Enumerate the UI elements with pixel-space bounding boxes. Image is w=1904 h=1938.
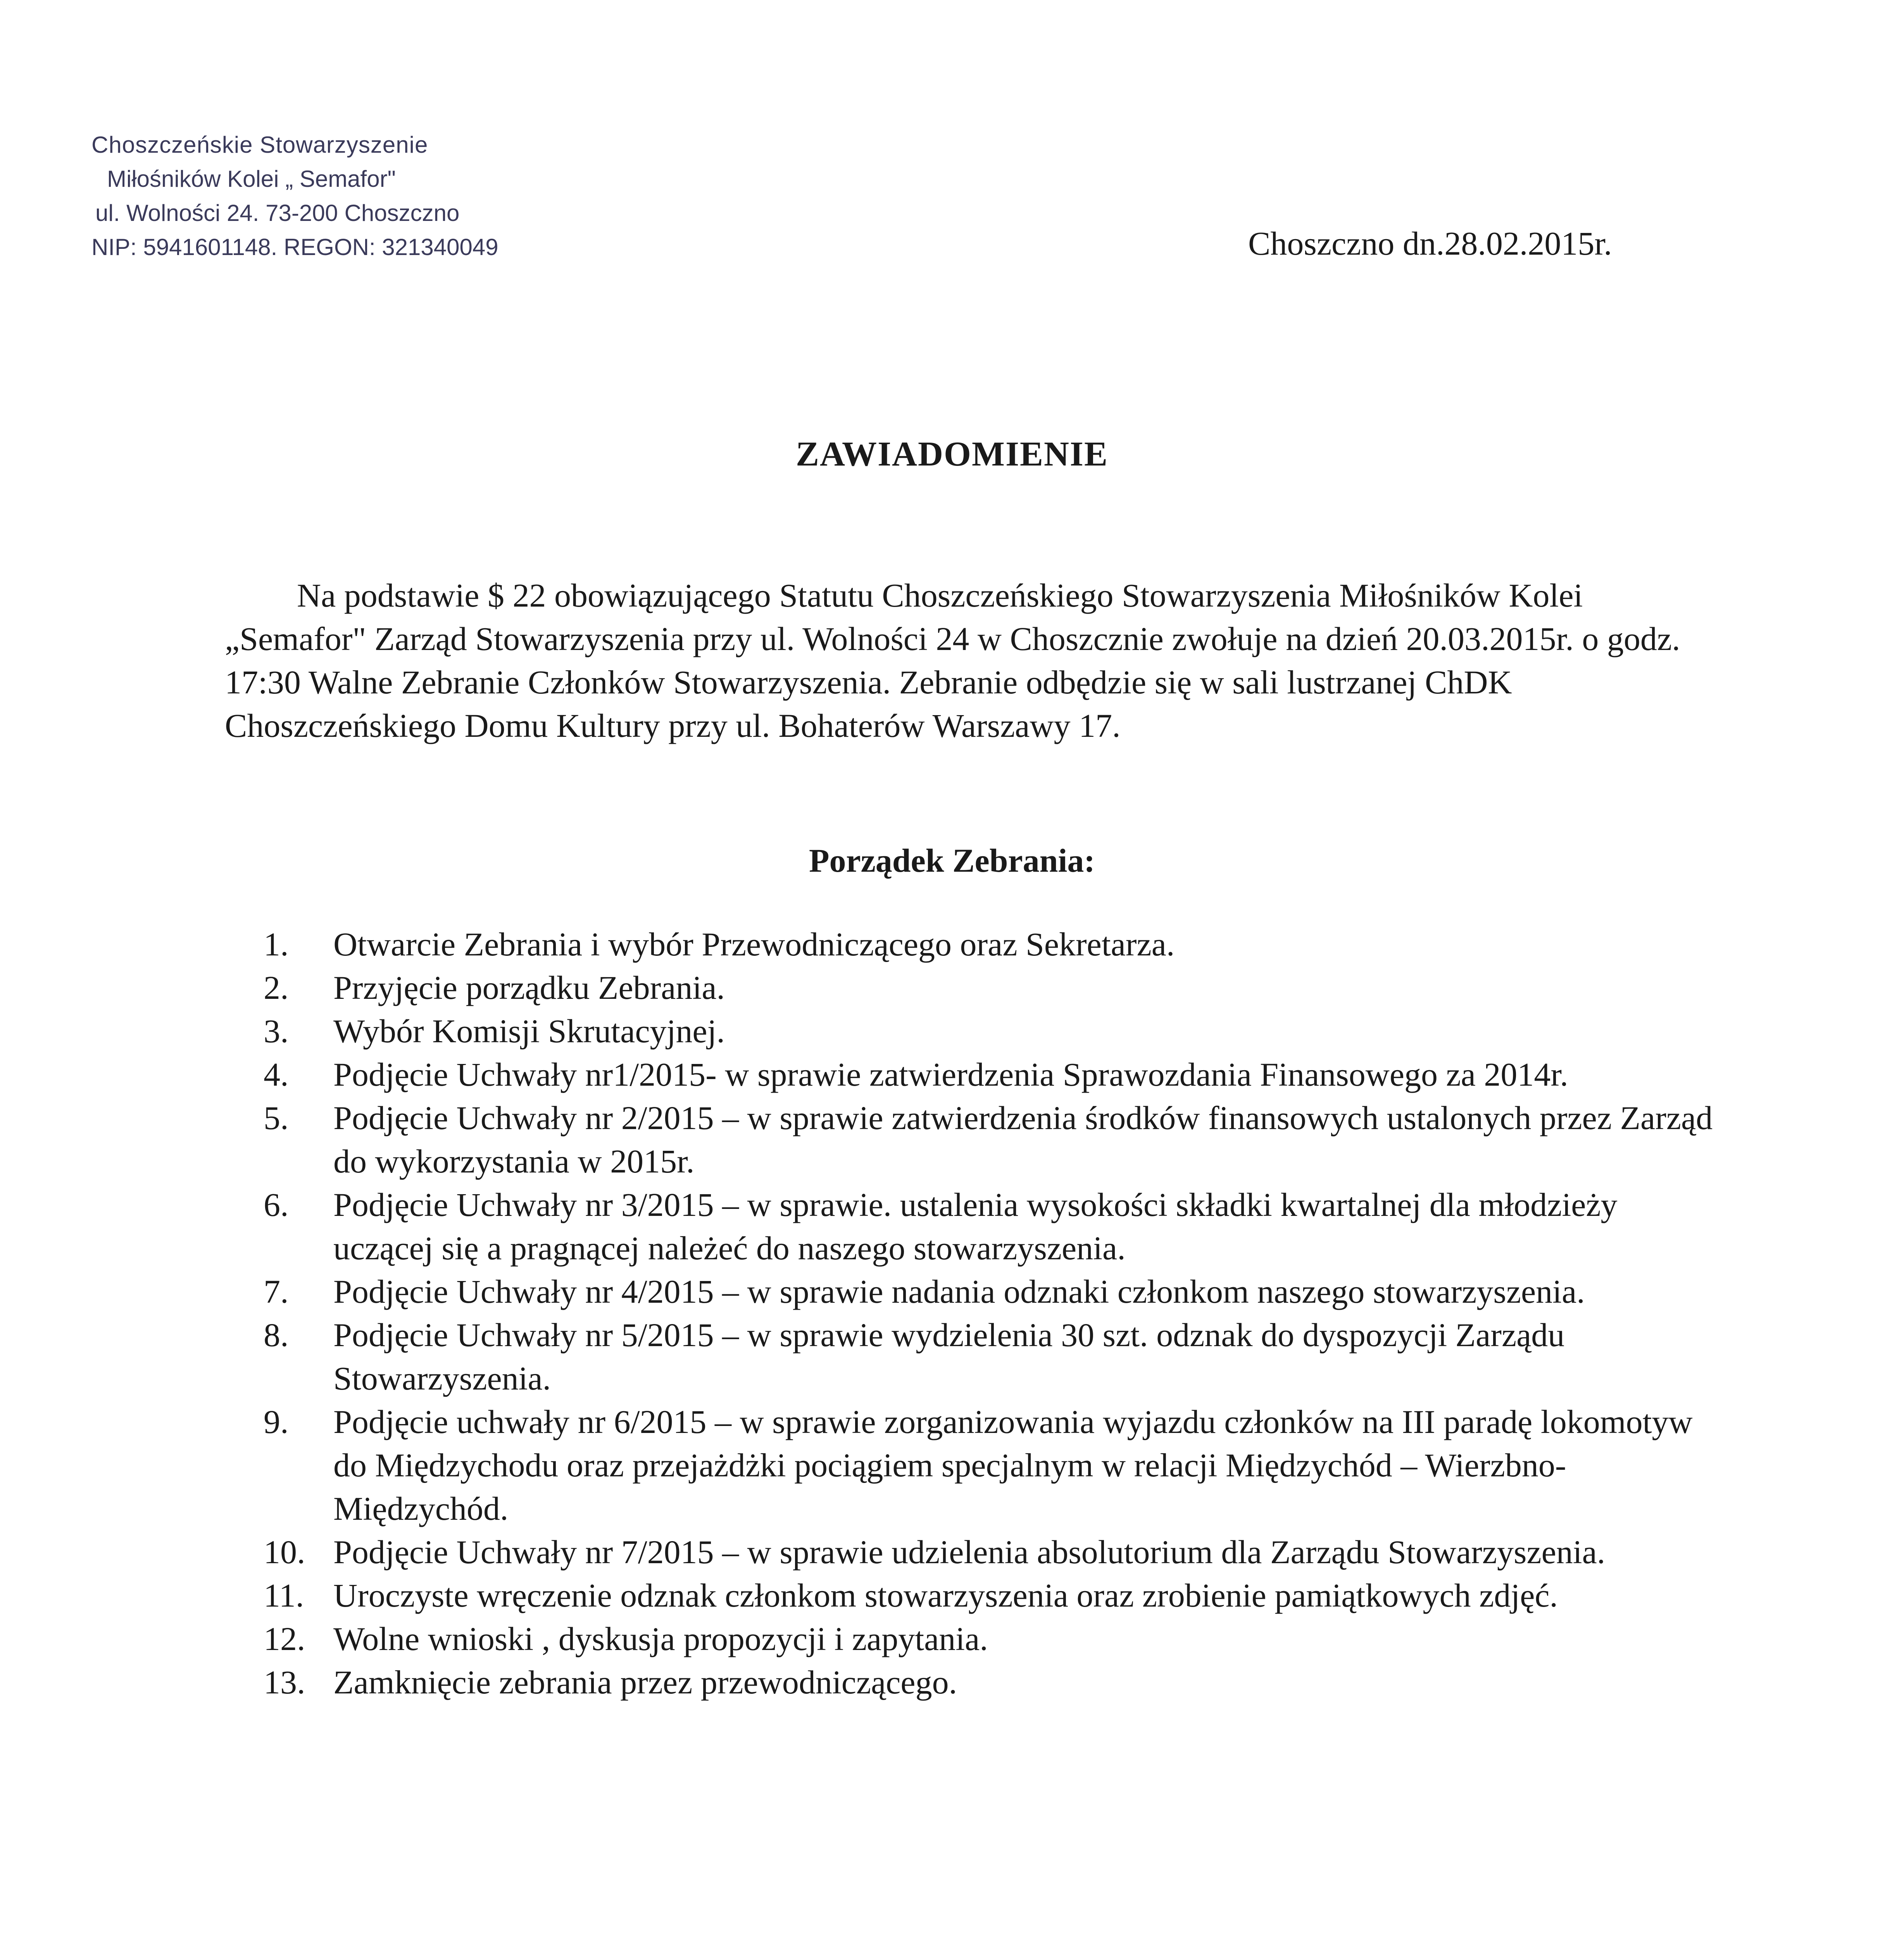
agenda-item-number: 2. [264, 969, 289, 1006]
agenda-item-text: Podjęcie Uchwały nr 4/2015 – w sprawie nadania odznaki członkom naszego stowarzyszenia. [333, 1273, 1585, 1310]
stamp-line-name: Miłośników Kolei „ Semafor" [107, 166, 396, 192]
agenda-item [264, 1096, 1713, 1183]
agenda-item-number: 11. [264, 1577, 304, 1614]
agenda-item-number: 8. [264, 1316, 289, 1353]
agenda-item [264, 1617, 1713, 1660]
agenda-item-number: 5. [264, 1099, 289, 1136]
agenda-item [264, 1574, 1713, 1617]
agenda-item-text: Zamknięcie zebrania przez przewodniczącego. [333, 1664, 957, 1701]
sender-stamp [91, 128, 541, 264]
agenda-item-text: Podjęcie uchwały nr 6/2015 – w sprawie zorganizowania wyjazdu członków na III paradę lokomotyw do Międzychodu oraz przejażdżki pociągiem specjalnym w relacji Międzychód – Wierzbno- Międzychód. [333, 1403, 1693, 1527]
agenda-item-text: Wybór Komisji Skrutacyjnej. [333, 1012, 725, 1050]
agenda-item [264, 1313, 1713, 1400]
agenda-item-number: 3. [264, 1012, 289, 1050]
agenda-item-text: Podjęcie Uchwały nr 5/2015 – w sprawie wydzielenia 30 szt. odznak do dyspozycji Zarządu Stowarzyszenia. [333, 1316, 1565, 1397]
agenda-item-number: 1. [264, 926, 289, 963]
agenda-item-text: Uroczyste wręczenie odznak członkom stowarzyszenia oraz zrobienie pamiątkowych zdjęć. [333, 1577, 1558, 1614]
agenda-item-text: Podjęcie Uchwały nr1/2015- w sprawie zatwierdzenia Sprawozdania Finansowego za 2014r. [333, 1056, 1568, 1093]
agenda-item-text: Przyjęcie porządku Zebrania. [333, 969, 725, 1006]
agenda-item [264, 1053, 1713, 1096]
agenda-item [264, 966, 1713, 1009]
agenda-item-number: 10. [264, 1533, 305, 1571]
agenda-list [264, 922, 1713, 1704]
agenda-item-text: Podjęcie Uchwały nr 3/2015 – w sprawie. ustalenia wysokości składki kwartalnej dla młodzieży uczącej się a pragnącej należeć do naszego stowarzyszenia. [333, 1186, 1618, 1267]
agenda-item-number: 9. [264, 1403, 289, 1440]
agenda-item [264, 1183, 1713, 1270]
agenda-item [264, 1270, 1713, 1313]
agenda-item-number: 7. [264, 1273, 289, 1310]
agenda-item-text: Podjęcie Uchwały nr 7/2015 – w sprawie udzielenia absolutorium dla Zarządu Stowarzyszenia. [333, 1533, 1606, 1571]
agenda-item-text: Wolne wnioski , dyskusja propozycji i zapytania. [333, 1620, 988, 1657]
agenda-item-number: 13. [264, 1664, 305, 1701]
agenda-item-text: Otwarcie Zebrania i wybór Przewodniczącego oraz Sekretarza. [333, 926, 1175, 963]
stamp-line-tax-ids: NIP: 5941601148. REGON: 321340049 [91, 234, 498, 260]
agenda-item [264, 922, 1713, 966]
agenda-item [264, 1400, 1713, 1530]
stamp-line-address: ul. Wolności 24. 73-200 Choszczno [95, 200, 460, 226]
intro-paragraph: Na podstawie $ 22 obowiązującego Statutu Choszczeńskiego Stowarzyszenia Miłośników Kolei „Semafor" Zarząd Stowarzyszenia przy ul. Wolności 24 w Choszcznie zwołuje na dzień 20.03.2015r. o godz. 17:30 Walne Zebranie Członków Stowarzyszenia. Zebranie odbędzie się w sali lustrzanej ChDK Choszczeńskiego Domu Kultury przy ul. Bohaterów Warszawy 17. [225, 577, 1680, 744]
intro-section [225, 574, 1706, 747]
agenda-item-text: Podjęcie Uchwały nr 2/2015 – w sprawie zatwierdzenia środków finansowych ustalonych przez Zarząd do wykorzystania w 2015r. [333, 1099, 1713, 1180]
agenda-item [264, 1009, 1713, 1053]
agenda-item-number: 4. [264, 1056, 289, 1093]
agenda-item-number: 6. [264, 1186, 289, 1223]
agenda-heading: Porządek Zebrania: [809, 842, 1095, 879]
document-date: Choszczno dn.28.02.2015r. [1248, 225, 1612, 262]
agenda-item [264, 1530, 1713, 1574]
agenda-item-number: 12. [264, 1620, 305, 1657]
document-title: ZAWIADOMIENIE [795, 435, 1109, 473]
agenda-item [264, 1660, 1713, 1704]
stamp-line-organization: Choszczeńskie Stowarzyszenie [91, 132, 428, 158]
